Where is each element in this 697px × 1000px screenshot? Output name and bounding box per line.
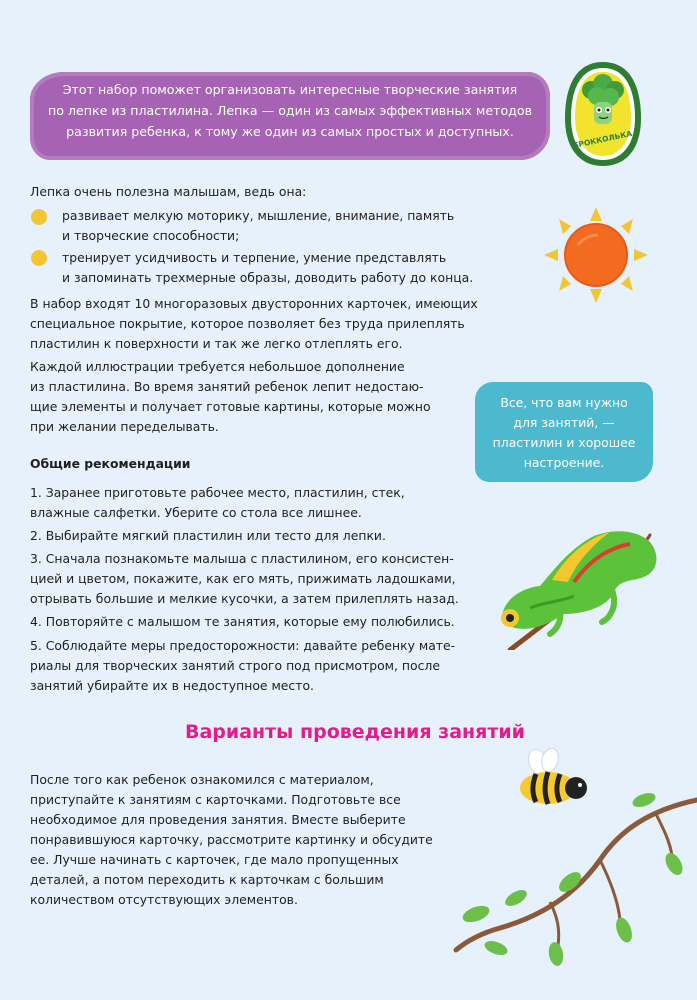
- recommendation-item: [30, 612, 500, 632]
- recommendation-item: [30, 636, 500, 696]
- bullet-item: [62, 206, 512, 246]
- tip-line: Все, что вам нужно: [500, 395, 628, 410]
- recommendation-item: [30, 526, 500, 546]
- text-line: влажные салфетки. Уберите со стола все лишнее.: [30, 505, 362, 520]
- bullet-line: тренирует усидчивость и терпение, умение представлять: [62, 250, 447, 265]
- illustration-paragraph: [30, 357, 480, 437]
- text-line: 4. Повторяйте с малышом те занятия, которые ему полюбились.: [30, 614, 455, 629]
- text-line: при желании переделывать.: [30, 419, 219, 434]
- text-line: отрывать большие и мелкие кусочки, а затем прилеплять назад.: [30, 591, 459, 606]
- text-line: щие элементы и получает готовые картины, которые можно: [30, 399, 431, 414]
- intro-banner: [30, 72, 550, 160]
- text-line: 5. Соблюдайте меры предосторожности: давайте ребенку мате-: [30, 638, 456, 653]
- tip-box: [475, 382, 653, 482]
- branch-icon: [450, 790, 697, 970]
- text-line: понравившуюся карточку, рассмотрите картинку и обсудите: [30, 832, 433, 847]
- tip-line: пластилин и хорошее: [492, 435, 636, 450]
- text-line: цией и цветом, покажите, как его мять, прижимать ладошками,: [30, 571, 456, 586]
- text-line: приступайте к занятиям с карточками. Подготовьте все: [30, 792, 401, 807]
- text-line: занятий убирайте их в недоступное место.: [30, 678, 314, 693]
- intro-banner-line: Этот набор поможет организовать интересные творческие занятия: [62, 82, 518, 97]
- text-line: специальное покрытие, которое позволяет без труда прилеплять: [30, 316, 465, 331]
- chameleon-icon: [490, 510, 665, 650]
- logo-text: БРОККОЛЬКА: [572, 128, 633, 151]
- text-line: деталей, а потом переходить к карточкам с большим: [30, 872, 384, 887]
- intro-paragraph: Лепка очень полезна малышам, ведь она:: [30, 184, 307, 199]
- text-line: В набор входят 10 многоразовых двусторонних карточек, имеющих: [30, 296, 478, 311]
- text-line: количеством отсутствующих элементов.: [30, 892, 298, 907]
- set-paragraph: [30, 294, 510, 354]
- broccoli-logo: [563, 58, 643, 168]
- sun-icon: [540, 205, 652, 305]
- text-line: Каждой иллюстрации требуется небольшое дополнение: [30, 359, 405, 374]
- bullet-dot: [31, 250, 47, 266]
- tip-line: настроение.: [523, 455, 605, 470]
- recommendation-item: [30, 549, 500, 609]
- start-paragraph: [30, 770, 450, 910]
- intro-banner-line: по лепке из пластилина. Лепка — один из самых эффективных методов: [48, 103, 532, 118]
- text-line: 3. Сначала познакомьте малыша с пластилином, его консистен-: [30, 551, 454, 566]
- bullet-line: и творческие способности;: [62, 228, 240, 243]
- tip-line: для занятий, —: [513, 415, 615, 430]
- bullet-line: развивает мелкую моторику, мышление, внимание, память: [62, 208, 455, 223]
- bullet-dot: [31, 209, 47, 225]
- text-line: необходимое для проведения занятия. Вместе выберите: [30, 812, 406, 827]
- text-line: ее. Лучше начинать с карточек, где мало пропущенных: [30, 852, 399, 867]
- text-line: из пластилина. Во время занятий ребенок лепит недостаю-: [30, 379, 424, 394]
- text-line: риалы для творческих занятий строго под присмотром, после: [30, 658, 440, 673]
- bullet-line: и запоминать трехмерные образы, доводить работу до конца.: [62, 270, 474, 285]
- text-line: пластилин к поверхности и так же легко отлеплять его.: [30, 336, 403, 351]
- intro-banner-line: развития ребенка, к тому же один из самых простых и доступных.: [66, 124, 514, 139]
- bullet-item: [62, 248, 512, 288]
- text-line: После того как ребенок ознакомился с материалом,: [30, 772, 374, 787]
- section-title: Варианты проведения занятий: [185, 721, 525, 743]
- text-line: 1. Заранее приготовьте рабочее место, пластилин, стек,: [30, 485, 405, 500]
- text-line: 2. Выбирайте мягкий пластилин или тесто для лепки.: [30, 528, 386, 543]
- recommendations-title: Общие рекомендации: [30, 456, 191, 471]
- recommendation-item: [30, 483, 500, 523]
